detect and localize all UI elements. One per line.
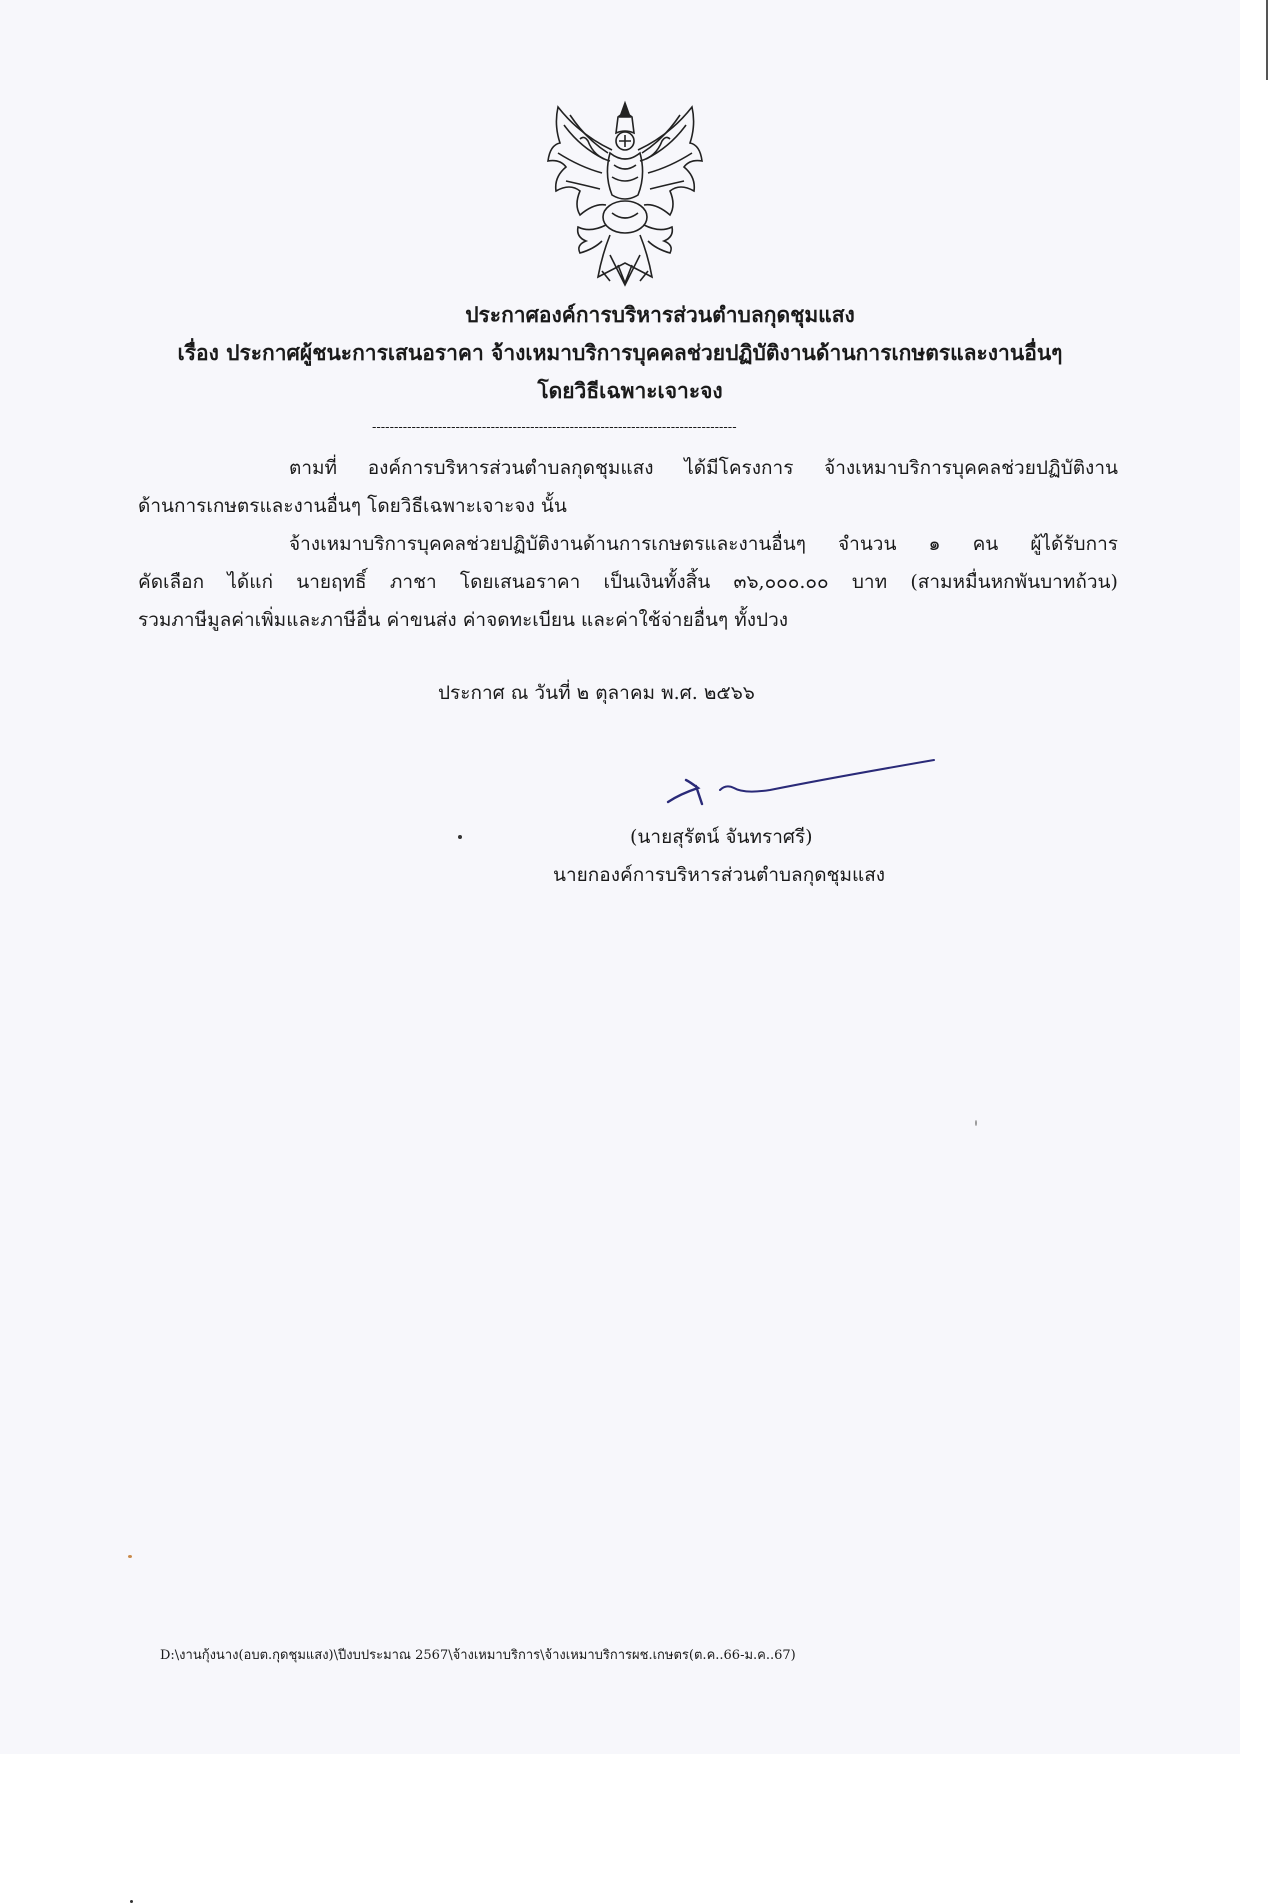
signer-name: (นายสุรัตน์ จันทราศรี) bbox=[630, 826, 813, 848]
word: เป็นเงินทั้งสิ้น bbox=[603, 571, 711, 593]
scan-edge-mark bbox=[1266, 0, 1268, 80]
word: ตามที่ bbox=[289, 457, 338, 479]
announcement-date: ประกาศ ณ วันที่ ๒ ตุลาคม พ.ศ. ๒๕๖๖ bbox=[438, 682, 755, 704]
amount-in-words: (สามหมื่นหกพันบาทถ้วน) bbox=[910, 571, 1118, 593]
file-path-footer: D:\งานกุ้งนาง(อบต.กุดชุมแสง)\ปีงบประมาณ 2567\จ้างเหมาบริการ\จ้างเหมาบริการผช.เกษตร(ต.ค..66-ม.ค..67) bbox=[160, 1648, 796, 1663]
word: ได้มีโครงการ bbox=[684, 457, 794, 479]
announcement-subject: เรื่อง ประกาศผู้ชนะการเสนอราคา จ้างเหมาบริการบุคคลช่วยปฏิบัติงานด้านการเกษตรและงานอื่นๆ bbox=[177, 340, 1063, 365]
word: จำนวน bbox=[838, 533, 897, 555]
scan-speck bbox=[458, 835, 462, 839]
separator-line: ----------------------------------------------------------------------------------- bbox=[372, 420, 737, 435]
contract-amount: ๓๖,๐๐๐.๐๐ bbox=[733, 571, 829, 593]
word: จ้างเหมาบริการบุคคลช่วยปฏิบัติงานด้านการเกษตรและงานอื่นๆ bbox=[289, 533, 806, 555]
announcement-title: ประกาศองค์การบริหารส่วนตำบลกุดชุมแสง bbox=[465, 302, 855, 327]
handwritten-signature bbox=[660, 742, 940, 812]
word: ๑ bbox=[928, 533, 941, 555]
word: องค์การบริหารส่วนตำบลกุดชุมแสง bbox=[367, 457, 654, 479]
word: ผู้ได้รับการ bbox=[1030, 533, 1118, 555]
word: บาท bbox=[851, 571, 888, 593]
paragraph-2-line-1 bbox=[289, 525, 1118, 563]
word: โดยเสนอราคา bbox=[459, 571, 581, 593]
paragraph-1-line-2: ด้านการเกษตรและงานอื่นๆ โดยวิธีเฉพาะเจาะจง นั้น bbox=[138, 495, 567, 517]
scan-speck bbox=[975, 1120, 977, 1126]
word: ภาชา bbox=[389, 571, 437, 593]
paragraph-2-line-2 bbox=[138, 563, 1118, 601]
scan-speck bbox=[128, 1555, 132, 1558]
announcement-method: โดยวิธีเฉพาะเจาะจง bbox=[537, 378, 723, 403]
signer-position: นายกองค์การบริหารส่วนตำบลกุดชุมแสง bbox=[553, 864, 886, 886]
scan-margin bbox=[1240, 0, 1275, 1754]
garuda-emblem-icon bbox=[540, 95, 710, 290]
paragraph-2-line-3: รวมภาษีมูลค่าเพิ่มและภาษีอื่น ค่าขนส่ง ค่าจดทะเบียน และค่าใช้จ่ายอื่นๆ ทั้งปวง bbox=[138, 609, 789, 631]
word: คน bbox=[972, 533, 999, 555]
paragraph-1-line-1 bbox=[289, 449, 1118, 487]
word: นายฤทธิ์ bbox=[296, 571, 367, 593]
word: จ้างเหมาบริการบุคคลช่วยปฏิบัติงาน bbox=[824, 457, 1118, 479]
word: ได้แก่ bbox=[227, 571, 273, 593]
word: คัดเลือก bbox=[138, 571, 205, 593]
